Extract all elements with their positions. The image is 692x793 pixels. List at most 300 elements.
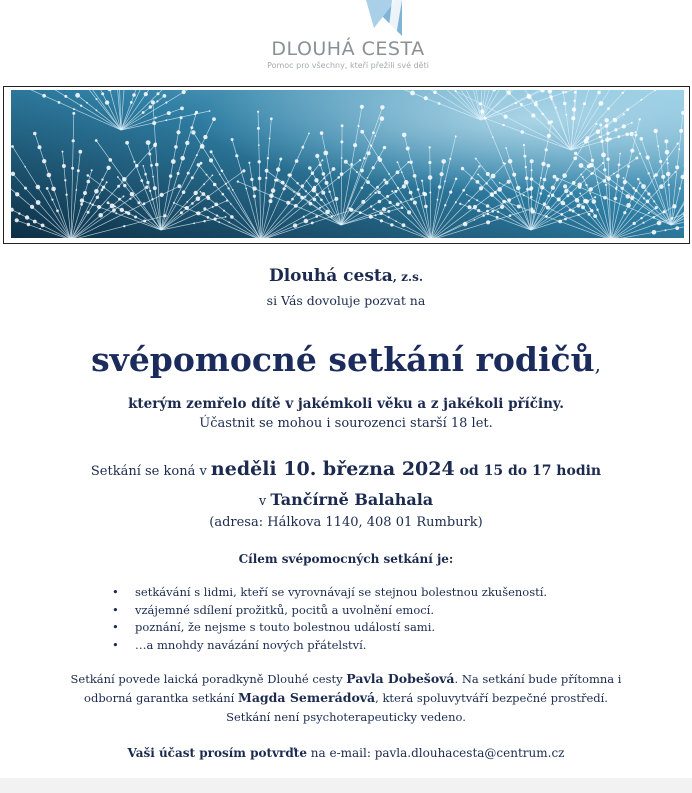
water-droplet: [579, 193, 581, 195]
water-droplet: [444, 180, 446, 182]
event-date: neděli 10. března 2024: [210, 458, 455, 480]
water-droplet: [507, 180, 511, 184]
water-droplet: [319, 164, 322, 167]
water-droplet: [212, 206, 214, 208]
water-droplet: [540, 192, 543, 195]
water-droplet: [80, 105, 82, 107]
water-droplet: [361, 187, 364, 190]
water-droplet: [117, 185, 120, 188]
water-droplet: [106, 181, 108, 183]
water-droplet: [497, 211, 499, 213]
water-droplet: [525, 166, 527, 168]
water-droplet: [592, 172, 594, 174]
water-droplet: [269, 193, 274, 198]
leader-paragraph-3: Setkání není psychoterapeuticky vedeno.: [226, 710, 466, 724]
water-droplet: [142, 111, 145, 114]
water-droplet: [626, 203, 631, 208]
water-droplet: [209, 158, 213, 162]
guarantor-text: odborná garantka setkání: [84, 691, 238, 705]
water-droplet: [174, 145, 178, 149]
guarantor-text: , která spoluvytváří bezpečné prostředí.: [375, 691, 608, 705]
list-item-text: …a mnohdy navázání nových přátelství.: [135, 637, 367, 652]
water-droplet: [329, 172, 331, 174]
water-droplet: [486, 172, 490, 176]
water-droplet: [603, 168, 606, 171]
water-droplet: [563, 102, 567, 106]
water-droplet: [607, 107, 610, 110]
water-droplet: [15, 218, 19, 222]
water-droplet: [378, 200, 382, 204]
water-droplet: [492, 136, 494, 138]
list-item-text: vzájemné sdílení prožitků, pocitů a uvolnění emocí.: [135, 602, 435, 617]
water-droplet: [572, 210, 575, 213]
water-droplet: [285, 185, 287, 187]
water-droplet: [449, 191, 452, 194]
water-droplet: [328, 191, 330, 193]
water-droplet: [679, 187, 681, 189]
water-droplet: [313, 198, 317, 202]
water-droplet: [569, 192, 572, 195]
water-droplet: [242, 169, 245, 172]
water-droplet: [248, 162, 250, 164]
water-droplet: [149, 190, 151, 192]
water-droplet: [545, 215, 548, 218]
water-droplet: [665, 150, 670, 155]
water-droplet: [145, 186, 148, 189]
goals-list: [110, 585, 547, 655]
event-title-text: svépomocné setkání rodičů: [91, 340, 595, 379]
water-droplet: [209, 110, 211, 112]
water-droplet: [144, 173, 147, 176]
water-droplet: [565, 91, 567, 93]
water-droplet: [675, 165, 679, 169]
water-droplet: [653, 200, 655, 202]
water-droplet: [582, 176, 584, 178]
water-droplet: [560, 213, 563, 216]
water-droplet: [461, 167, 464, 170]
water-droplet: [593, 214, 597, 218]
water-droplet: [120, 208, 124, 212]
water-droplet: [258, 144, 260, 146]
bullet-icon: •: [112, 585, 119, 599]
water-droplet: [614, 197, 618, 201]
water-droplet: [367, 177, 369, 179]
water-droplet: [396, 170, 400, 174]
water-droplet: [315, 154, 319, 158]
water-droplet: [207, 216, 210, 219]
water-droplet: [360, 130, 364, 134]
water-droplet: [197, 163, 201, 167]
water-droplet: [218, 221, 220, 223]
water-droplet: [512, 173, 516, 177]
water-droplet: [41, 224, 45, 228]
water-droplet: [258, 177, 262, 181]
water-droplet: [316, 193, 319, 196]
water-droplet: [228, 222, 230, 224]
water-droplet: [214, 217, 217, 220]
water-droplet: [579, 163, 584, 168]
water-droplet: [87, 211, 90, 214]
water-droplet: [176, 130, 180, 134]
water-droplet: [130, 192, 134, 196]
water-droplet: [156, 100, 158, 102]
water-droplet: [409, 191, 413, 195]
water-droplet: [184, 207, 186, 209]
water-droplet: [180, 211, 183, 214]
water-droplet: [109, 158, 113, 162]
water-droplet: [515, 102, 517, 104]
water-droplet: [96, 98, 98, 100]
water-droplet: [341, 157, 343, 159]
water-droplet: [323, 151, 328, 156]
water-droplet: [388, 173, 390, 175]
water-droplet: [433, 91, 437, 95]
subtitle-line-2: Účastnit se mohou i sourozenci starší 18 let.: [199, 416, 493, 431]
water-droplet: [475, 158, 477, 160]
event-when: [0, 458, 692, 480]
water-droplet: [530, 209, 534, 213]
water-droplet: [155, 117, 157, 119]
water-droplet: [606, 132, 609, 135]
water-droplet: [379, 211, 383, 215]
water-droplet: [96, 196, 99, 199]
water-droplet: [468, 200, 470, 202]
water-droplet: [232, 189, 234, 191]
water-droplet: [508, 92, 511, 95]
water-droplet: [541, 162, 545, 166]
water-droplet: [635, 157, 638, 160]
water-droplet: [143, 165, 145, 167]
water-droplet: [474, 219, 476, 221]
water-droplet: [202, 192, 206, 196]
water-droplet: [332, 167, 336, 171]
water-droplet: [337, 176, 340, 179]
water-droplet: [666, 172, 671, 177]
goals-heading: Cílem svépomocných setkání je:: [238, 552, 454, 566]
water-droplet: [319, 207, 321, 209]
water-droplet: [78, 150, 82, 154]
water-droplet: [562, 91, 565, 94]
water-droplet: [194, 191, 198, 195]
water-droplet: [269, 138, 271, 140]
water-droplet: [413, 174, 417, 178]
leader-text: Setkání povede laická poradkyně Dlouhé cesty: [70, 672, 347, 686]
water-droplet: [486, 210, 489, 213]
water-droplet: [350, 163, 353, 166]
water-droplet: [376, 186, 379, 189]
water-droplet: [535, 104, 537, 106]
water-droplet: [295, 159, 299, 163]
water-droplet: [665, 229, 667, 231]
water-droplet: [143, 220, 146, 223]
water-droplet: [639, 153, 641, 155]
water-droplet: [546, 164, 550, 168]
water-droplet: [101, 178, 103, 180]
water-droplet: [89, 202, 91, 204]
bullet-icon: •: [112, 637, 119, 652]
water-droplet: [504, 200, 506, 202]
water-droplet: [378, 158, 382, 162]
water-droplet: [73, 108, 75, 110]
water-droplet: [581, 205, 585, 209]
water-droplet: [301, 184, 304, 187]
water-droplet: [311, 222, 314, 225]
water-droplet: [308, 166, 312, 170]
water-droplet: [438, 102, 441, 105]
water-droplet: [530, 159, 534, 163]
water-droplet: [146, 140, 151, 145]
leader-text: . Na setkání bude přítomna i: [454, 672, 622, 686]
water-droplet: [664, 139, 668, 143]
water-droplet: [163, 214, 166, 217]
event-venue: Tančírně Balahala: [270, 490, 434, 509]
logo-name: DLOUHÁ CESTA: [271, 38, 425, 60]
water-droplet: [663, 210, 666, 213]
water-droplet: [72, 112, 75, 115]
leader-paragraph-2: [0, 690, 692, 705]
water-droplet: [589, 208, 591, 210]
water-droplet: [214, 203, 218, 207]
water-droplet: [231, 138, 234, 141]
water-droplet: [523, 194, 525, 196]
water-droplet: [409, 161, 412, 164]
water-droplet: [491, 174, 496, 179]
water-droplet: [621, 187, 624, 190]
water-droplet: [366, 180, 370, 184]
list-item: [110, 638, 547, 656]
water-droplet: [101, 92, 104, 95]
water-droplet: [678, 148, 680, 150]
water-droplet: [210, 150, 213, 153]
water-droplet: [530, 186, 534, 190]
water-droplet: [212, 174, 214, 176]
water-droplet: [573, 100, 575, 102]
water-droplet: [556, 178, 559, 181]
water-droplet: [380, 116, 385, 121]
water-droplet: [223, 210, 225, 212]
water-droplet: [304, 196, 306, 198]
water-droplet: [165, 101, 167, 103]
water-droplet: [374, 192, 376, 194]
water-droplet: [42, 159, 46, 163]
water-droplet: [356, 171, 358, 173]
water-droplet: [125, 141, 129, 145]
water-droplet: [613, 173, 615, 175]
org-line: [0, 266, 692, 286]
water-droplet: [33, 132, 37, 136]
water-droplet: [487, 213, 489, 215]
water-droplet: [643, 197, 645, 199]
water-droplet: [603, 179, 607, 183]
water-droplet: [322, 172, 326, 176]
water-droplet: [478, 165, 480, 167]
water-droplet: [102, 186, 105, 189]
rsvp-line: [0, 746, 692, 760]
water-droplet: [504, 115, 508, 119]
water-droplet: [123, 195, 125, 197]
water-droplet: [140, 179, 143, 182]
water-droplet: [253, 195, 256, 198]
water-droplet: [380, 105, 384, 109]
water-droplet: [526, 188, 529, 191]
water-droplet: [623, 177, 625, 179]
water-droplet: [151, 100, 155, 104]
water-droplet: [627, 165, 630, 168]
water-droplet: [252, 186, 256, 190]
water-droplet: [623, 180, 627, 184]
water-droplet: [499, 182, 501, 184]
water-droplet: [344, 160, 348, 164]
water-droplet: [630, 196, 634, 200]
water-droplet: [657, 145, 659, 147]
water-droplet: [196, 196, 201, 201]
water-droplet: [438, 185, 442, 189]
event-when-prefix: Setkání se koná v: [90, 464, 211, 479]
water-droplet: [647, 192, 650, 195]
water-droplet: [166, 119, 168, 121]
water-droplet: [98, 213, 103, 218]
water-droplet: [279, 158, 282, 161]
list-item: [110, 620, 547, 638]
water-droplet: [149, 105, 152, 108]
water-droplet: [547, 134, 551, 138]
guarantor-name: Magda Semerádová: [238, 690, 376, 705]
water-droplet: [110, 204, 115, 209]
water-droplet: [500, 205, 504, 209]
water-droplet: [194, 113, 196, 115]
water-droplet: [530, 196, 533, 199]
rsvp-email[interactable]: na e-mail: pavla.dlouhacesta@centrum.cz: [306, 746, 565, 760]
water-droplet: [400, 201, 402, 203]
water-droplet: [549, 95, 552, 98]
water-droplet: [245, 188, 247, 190]
water-droplet: [80, 198, 84, 202]
water-droplet: [494, 191, 497, 194]
water-droplet: [606, 158, 609, 161]
water-droplet: [180, 107, 184, 111]
water-droplet: [257, 127, 260, 130]
water-droplet: [95, 139, 98, 142]
water-droplet: [276, 179, 279, 182]
water-droplet: [180, 116, 182, 118]
water-droplet: [397, 187, 399, 189]
water-droplet: [288, 174, 291, 177]
water-droplet: [646, 155, 650, 159]
water-droplet: [601, 153, 606, 158]
water-droplet: [630, 149, 634, 153]
water-droplet: [563, 184, 567, 188]
water-droplet: [182, 190, 186, 194]
water-droplet: [659, 160, 662, 163]
water-droplet: [641, 184, 646, 189]
event-where: [0, 490, 692, 509]
water-droplet: [122, 177, 127, 182]
water-droplet: [341, 124, 344, 127]
water-droplet: [553, 175, 557, 179]
water-droplet: [303, 216, 305, 218]
water-droplet: [360, 169, 364, 173]
water-droplet: [271, 188, 276, 193]
water-droplet: [600, 140, 603, 143]
water-droplet: [370, 194, 372, 196]
water-droplet: [186, 201, 188, 203]
water-droplet: [388, 216, 390, 218]
water-droplet: [106, 166, 110, 170]
water-droplet: [216, 214, 218, 216]
water-droplet: [112, 208, 116, 212]
water-droplet: [640, 99, 642, 101]
water-droplet: [640, 137, 644, 141]
water-droplet: [152, 121, 156, 125]
water-droplet: [173, 202, 175, 204]
water-droplet: [455, 135, 457, 137]
list-item-text: poznání, že nejsme s touto bolestnou událostí sami.: [135, 620, 436, 634]
water-droplet: [444, 204, 446, 206]
water-droplet: [632, 187, 635, 190]
water-droplet: [652, 230, 657, 235]
water-droplet: [267, 157, 269, 159]
list-item: [110, 585, 547, 603]
water-droplet: [599, 123, 602, 126]
water-droplet: [62, 151, 64, 153]
water-droplet: [543, 202, 546, 205]
water-droplet: [428, 161, 431, 164]
water-droplet: [160, 193, 164, 197]
water-droplet: [321, 191, 325, 195]
water-droplet: [614, 128, 617, 131]
water-droplet: [520, 103, 523, 106]
water-droplet: [605, 137, 610, 142]
water-droplet: [373, 208, 375, 210]
water-droplet: [477, 209, 480, 212]
water-droplet: [594, 196, 596, 198]
water-droplet: [644, 190, 646, 192]
water-droplet: [62, 164, 66, 168]
water-droplet: [39, 228, 41, 230]
water-droplet: [548, 121, 552, 125]
water-droplet: [47, 173, 52, 178]
water-droplet: [428, 175, 433, 180]
water-droplet: [523, 155, 526, 158]
water-droplet: [87, 174, 90, 177]
water-droplet: [525, 176, 529, 180]
water-droplet: [675, 226, 679, 230]
water-droplet: [505, 147, 507, 149]
water-droplet: [203, 135, 207, 139]
leader-name: Pavla Dobešová: [346, 671, 455, 686]
water-droplet: [283, 187, 286, 190]
water-droplet: [455, 178, 458, 181]
water-droplet: [92, 204, 94, 206]
water-droplet: [200, 191, 202, 193]
water-droplet: [72, 139, 75, 142]
water-droplet: [203, 220, 205, 222]
water-droplet: [462, 189, 465, 192]
water-droplet: [394, 190, 397, 193]
water-droplet: [449, 158, 451, 160]
water-droplet: [367, 151, 371, 155]
water-droplet: [455, 90, 457, 92]
water-droplet: [130, 101, 133, 104]
water-droplet: [134, 216, 137, 219]
water-droplet: [502, 162, 504, 164]
water-droplet: [516, 186, 521, 191]
water-droplet: [551, 98, 553, 100]
water-droplet: [270, 117, 273, 120]
water-droplet: [402, 223, 406, 227]
water-droplet: [655, 206, 658, 209]
water-droplet: [370, 205, 372, 207]
